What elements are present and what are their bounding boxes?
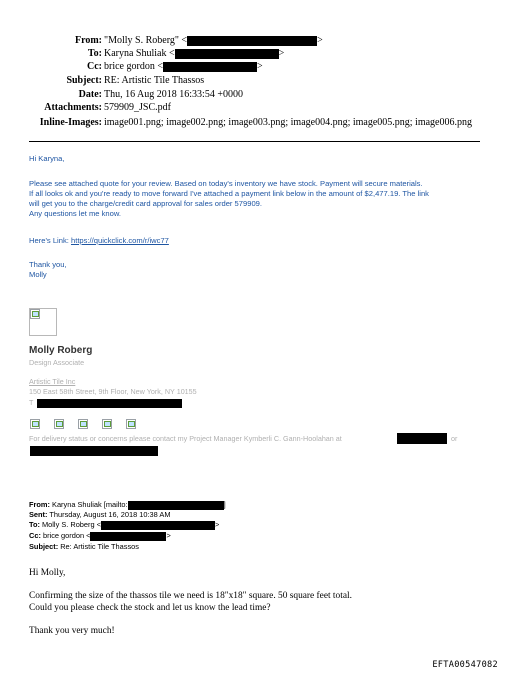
redaction-box <box>187 36 317 46</box>
message-greeting: Hi Molly, <box>29 568 66 578</box>
signature-title: Design Associate <box>29 358 85 367</box>
inline-images-value: image001.png; image002.png; image003.png; image004.png; image005.png; image006.png <box>104 117 472 128</box>
fwd-sent-value: Thursday, August 16, 2018 10:38 AM <box>49 510 171 519</box>
inline-images-label: Inline-Images: <box>39 117 102 128</box>
header-divider <box>29 141 480 142</box>
signature-company-link[interactable]: Artistic Tile Inc <box>29 377 76 386</box>
body-greeting: Hi Karyna, <box>29 154 65 163</box>
delivery-note-row <box>29 434 342 443</box>
fwd-sent-label: Sent: <box>29 510 48 519</box>
redaction-box <box>30 446 158 456</box>
fwd-from-row: From: Karyna Shuliak [mailto: ] <box>29 500 226 509</box>
fwd-from-label: From: <box>29 500 50 509</box>
fwd-cc-value: brice gordon < <box>42 531 91 540</box>
body-line-2: If all looks ok and you're ready to move forward I've attached a payment link below in the amount of $2,477.19. The link <box>29 189 429 198</box>
fwd-to-label: To: <box>29 520 40 529</box>
attachments-value[interactable]: 579909_JSC.pdf <box>104 102 171 113</box>
fwd-cc-row: Cc: brice gordon < > <box>29 531 171 540</box>
delivery-note: For delivery status or concerns please contact my Project Manager Kymberli C. Gann-Hoolahan at <box>29 434 342 443</box>
attachments-label: Attachments: <box>44 102 102 113</box>
from-value: "Molly S. Roberg" < <box>104 35 188 46</box>
date-label: Date: <box>78 89 102 100</box>
payment-link[interactable]: https://quickclick.com/r/iwc77 <box>70 236 169 245</box>
fwd-subject-value: Re: Artistic Tile Thassos <box>60 542 139 551</box>
fwd-sent-row <box>29 510 170 520</box>
signature-name: Molly Roberg <box>29 345 93 356</box>
redaction-box <box>128 501 224 510</box>
social-image-5-icon[interactable] <box>126 419 136 429</box>
broken-image-icon <box>30 309 40 319</box>
social-image-3-icon[interactable] <box>78 419 88 429</box>
link-label: Here's Link: <box>29 236 69 245</box>
redaction-box <box>37 399 182 408</box>
social-image-1-icon[interactable] <box>30 419 40 429</box>
document-id: EFTA00547082 <box>432 660 498 670</box>
signature-phone-row <box>29 398 182 408</box>
body-line-3: will get you to the charge/credit card approval for sales order 579909. <box>29 199 263 208</box>
to-value: Karyna Shuliak < <box>104 48 175 59</box>
date-value: Thu, 16 Aug 2018 16:33:54 +0000 <box>104 89 243 100</box>
subject-label: Subject: <box>66 75 102 86</box>
fwd-subject-row <box>29 542 139 552</box>
signature-address: 150 East 58th Street, 9th Floor, New York, NY 10155 <box>29 387 197 396</box>
closing-name: Molly <box>29 270 47 279</box>
redaction-box <box>397 433 447 444</box>
cc-value: brice gordon < <box>104 61 163 72</box>
payment-link-row <box>29 236 169 246</box>
body-line-4: Any questions let me know. <box>29 209 122 218</box>
fwd-to-value: Molly S. Roberg < <box>42 520 101 529</box>
fwd-subject-label: Subject: <box>29 542 59 551</box>
to-label: To: <box>87 48 102 59</box>
cc-label: Cc: <box>87 61 102 72</box>
fwd-from-value: Karyna Shuliak [mailto: <box>52 500 128 509</box>
fwd-to-row: To: Molly S. Roberg < > <box>29 520 220 529</box>
social-image-2-icon[interactable] <box>54 419 64 429</box>
from-label: From: <box>74 35 102 46</box>
message-line-1: Confirming the size of the thassos tile we need is 18"x18" square. 50 square feet total. <box>29 591 352 601</box>
body-line-1: Please see attached quote for your review. Based on today's inventory we have stock. Payment will secure materials. <box>29 179 423 188</box>
redaction-box <box>90 532 166 541</box>
redaction-box <box>175 49 279 59</box>
delivery-note-tail: or <box>451 434 458 443</box>
signature-image-frame <box>29 308 57 336</box>
phone-prefix: T <box>29 398 34 407</box>
subject-value: RE: Artistic Tile Thassos <box>104 75 205 86</box>
redaction-box <box>163 62 257 72</box>
fwd-cc-label: Cc: <box>29 531 41 540</box>
message-closing: Thank you very much! <box>29 626 115 636</box>
closing-thanks: Thank you, <box>29 260 67 269</box>
redaction-box <box>101 521 215 530</box>
social-image-4-icon[interactable] <box>102 419 112 429</box>
message-line-2: Could you please check the stock and let us know the lead time? <box>29 603 271 613</box>
